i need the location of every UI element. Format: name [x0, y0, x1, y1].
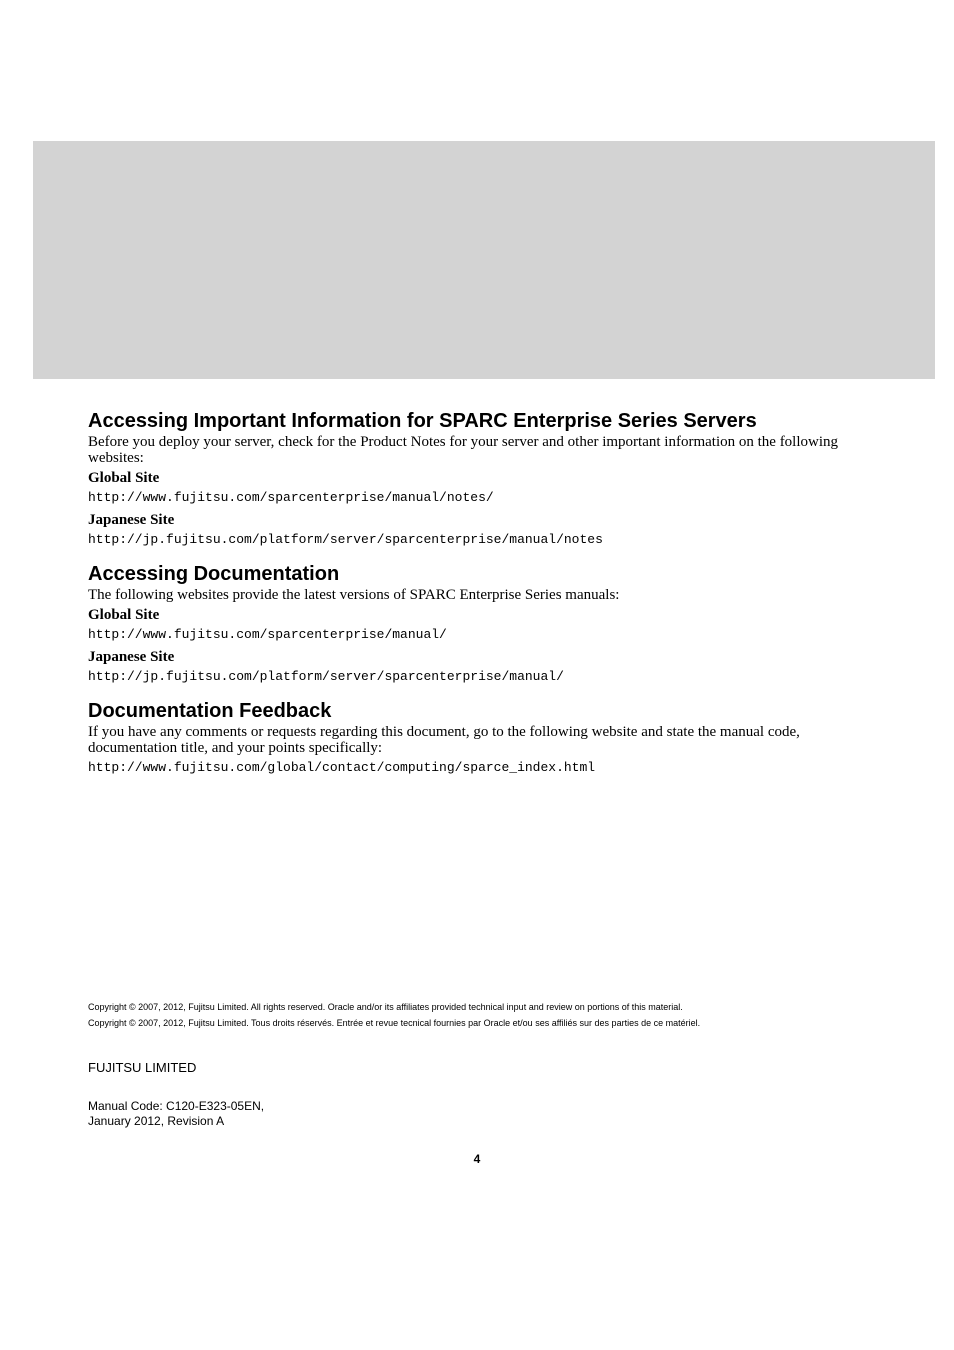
company-name: FUJITSU LIMITED: [88, 1060, 197, 1075]
copyright-block: [88, 999, 700, 1031]
section-intro: If you have any comments or requests regarding this document, go to the following website and state the manual code, documentation title, and your points specifically:: [88, 724, 800, 756]
japanese-site-url[interactable]: http://jp.fujitsu.com/platform/server/sparcenterprise/manual/: [88, 669, 564, 684]
global-site-label: Global Site: [88, 470, 160, 486]
copyright-french: Copyright © 2007, 2012, Fujitsu Limited. Tous droits réservés. Entrée et revue tecnical fournies par Oracle et/ou ses affiliés sur des parties de ce matériel.: [88, 1018, 701, 1028]
section-heading: Documentation Feedback: [88, 700, 332, 722]
manual-info: [88, 1099, 264, 1129]
feedback-url[interactable]: http://www.fujitsu.com/global/contact/computing/sparce_index.html: [88, 760, 596, 775]
manual-code: Manual Code: C120-E323-05EN,: [88, 1099, 265, 1113]
section-important-info: [88, 408, 858, 548]
page-number: 4: [473, 1152, 481, 1166]
section-heading: Accessing Important Information for SPARC Enterprise Series Servers: [88, 410, 757, 432]
section-intro: Before you deploy your server, check for the Product Notes for your server and other important information on the following websites:: [88, 434, 839, 466]
copyright-english: Copyright © 2007, 2012, Fujitsu Limited. All rights reserved. Oracle and/or its affiliates provided technical input and review on portions of this material.: [88, 1002, 683, 1012]
global-site-label: Global Site: [88, 607, 160, 623]
date-revision: January 2012, Revision A: [88, 1114, 225, 1128]
section-documentation: [88, 561, 858, 685]
section-feedback: [88, 698, 858, 776]
japanese-site-label: Japanese Site: [88, 649, 175, 665]
japanese-site-label: Japanese Site: [88, 512, 175, 528]
global-site-url[interactable]: http://www.fujitsu.com/sparcenterprise/manual/: [88, 627, 447, 642]
japanese-site-url[interactable]: http://jp.fujitsu.com/platform/server/sparcenterprise/manual/notes: [88, 532, 603, 547]
header-banner: [33, 141, 935, 379]
main-content: [88, 408, 858, 789]
section-intro: The following websites provide the latest versions of SPARC Enterprise Series manuals:: [88, 587, 620, 603]
global-site-url[interactable]: http://www.fujitsu.com/sparcenterprise/manual/notes/: [88, 490, 494, 505]
section-heading: Accessing Documentation: [88, 563, 340, 585]
